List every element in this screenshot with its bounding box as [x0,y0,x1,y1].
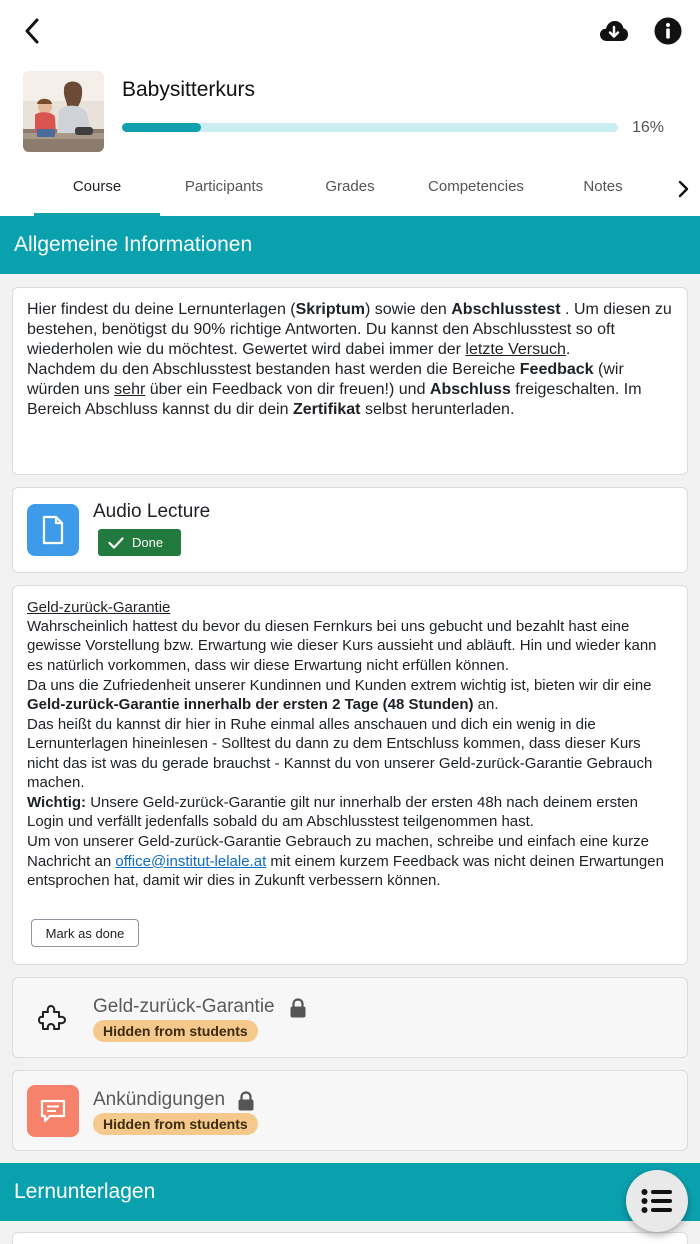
tab-course[interactable]: Course [34,162,160,216]
section-summary-card [12,287,688,475]
course-progress-text: 16% [632,119,665,136]
list-icon [641,1188,673,1214]
tab-notes[interactable]: Notes [583,178,623,195]
file-icon [41,515,65,545]
email-link[interactable]: office@institut-lelale.at [115,852,267,870]
label-guarantee-card [12,585,688,965]
tab-competencies[interactable]: Competencies [428,178,524,195]
plugin-icon-box [27,992,79,1044]
forum-icon-box [27,1085,79,1137]
label-text: Geld-zurück-Garantie Wahrscheinlich hattest du bevor du diesen Fernkurs bei uns gebucht und bezahlt hast eine gewisse Vorstellung bzw. Erwartung wie dieser Kurs aussieht und abläuft. Hin und wieder kann es natürlich vorkommen, dass wir diese Erwartung nicht erfüllen können. Da uns die Zufriedenheit unserer Kundinnen und Kunden extrem wichtig ist, bieten wir dir eine Geld-zurück-Garantie innerhalb der ersten 2 Tage (48 Stunden) an. Das heißt du kannst dir hier in Ruhe einmal alles anschauen und dich ein wenig in die Lernunterlagen hineinlesen - Solltest du dann zu dem Entschluss kommen, dass dieser Kurs nicht das ist was du gerade brauchst - Kannst du von unserer Geld-zurück-Garantie Gebrauch machen. Wichtig: Unsere Geld-zurück-Garantie gilt nur innerhalb der ersten 48h nach deinem ersten Login und verfällt jedenfalls sobald du am Abschlusstest teilgenommen hast. Um von unserer Geld-zurück-Garantie Gebrauch zu machen, schreibe und einfach eine kurze Nachricht an office@institut-lelale.at mit einem kurzem Feedback was nicht deinen Erwartungen entsprochen hat, damit wir dies in Zukunft verbessern können. [27,599,664,889]
lock-icon [237,1091,255,1111]
lock-icon [289,998,307,1018]
puzzle-icon [37,1002,69,1034]
activity-name[interactable]: Audio Lecture [93,501,211,522]
activity-name[interactable]: Ankündigungen [93,1089,226,1110]
underlined-text: letzte Versuch [465,341,566,358]
tab-grades[interactable]: Grades [325,178,375,195]
completion-done-badge[interactable]: Done [98,529,181,556]
course-tabs [0,162,700,216]
back-arrow-icon [23,18,41,44]
tabs-scroll-right-button[interactable] [670,174,698,204]
course-header [0,62,700,162]
tab-participants[interactable]: Participants [184,178,264,195]
download-course-button[interactable] [596,14,632,48]
cloud-download-icon [599,20,629,42]
back-button[interactable] [16,14,48,48]
next-card-edge [12,1232,688,1244]
section-header-materials[interactable]: Lernunterlagen [0,1163,700,1221]
hidden-from-students-badge: Hidden from students [93,1113,258,1135]
course-title: Babysitterkurs [122,78,256,101]
chevron-right-icon [678,180,690,198]
forum-icon [39,1097,67,1125]
resource-icon-box [27,504,79,556]
activity-audio-lecture[interactable] [12,487,688,573]
course-progress-fill [122,123,201,132]
hidden-from-students-badge: Hidden from students [93,1020,258,1042]
activity-geld-zurueck-garantie[interactable] [12,977,688,1058]
course-info-button[interactable] [650,14,686,48]
section-summary: Hier findest du deine Lernunterlagen (Skriptum) sowie den Abschlusstest . Um diesen zu bestehen, benötigst du 90% richtige Antworten. Du kannst den Abschlusstest so oft wiederholen wie du möchtest. Gewertet wird dabei immer der letzte Versuch. Nachdem du den Abschlusstest bestanden hast werden die Bereiche Feedback (wir würden uns sehr über ein Feedback von dir freuen!) und Abschluss freigeschalten. Im Bereich Abschluss kannst du dir dein Zertifikat selbst herunterladen. [27,301,672,418]
mark-as-done-button[interactable]: Mark as done [31,919,139,947]
section-header-general[interactable]: Allgemeine Informationen [0,216,700,274]
course-progress-bar [122,123,618,132]
activity-name[interactable]: Geld-zurück-Garantie [93,996,275,1017]
checkmark-icon [108,537,124,549]
top-bar [0,0,700,62]
course-index-button[interactable] [626,1170,688,1232]
course-image [23,71,104,152]
info-icon [654,17,682,45]
label-heading: Geld-zurück-Garantie [27,599,171,616]
activity-ankuendigungen[interactable] [12,1070,688,1151]
